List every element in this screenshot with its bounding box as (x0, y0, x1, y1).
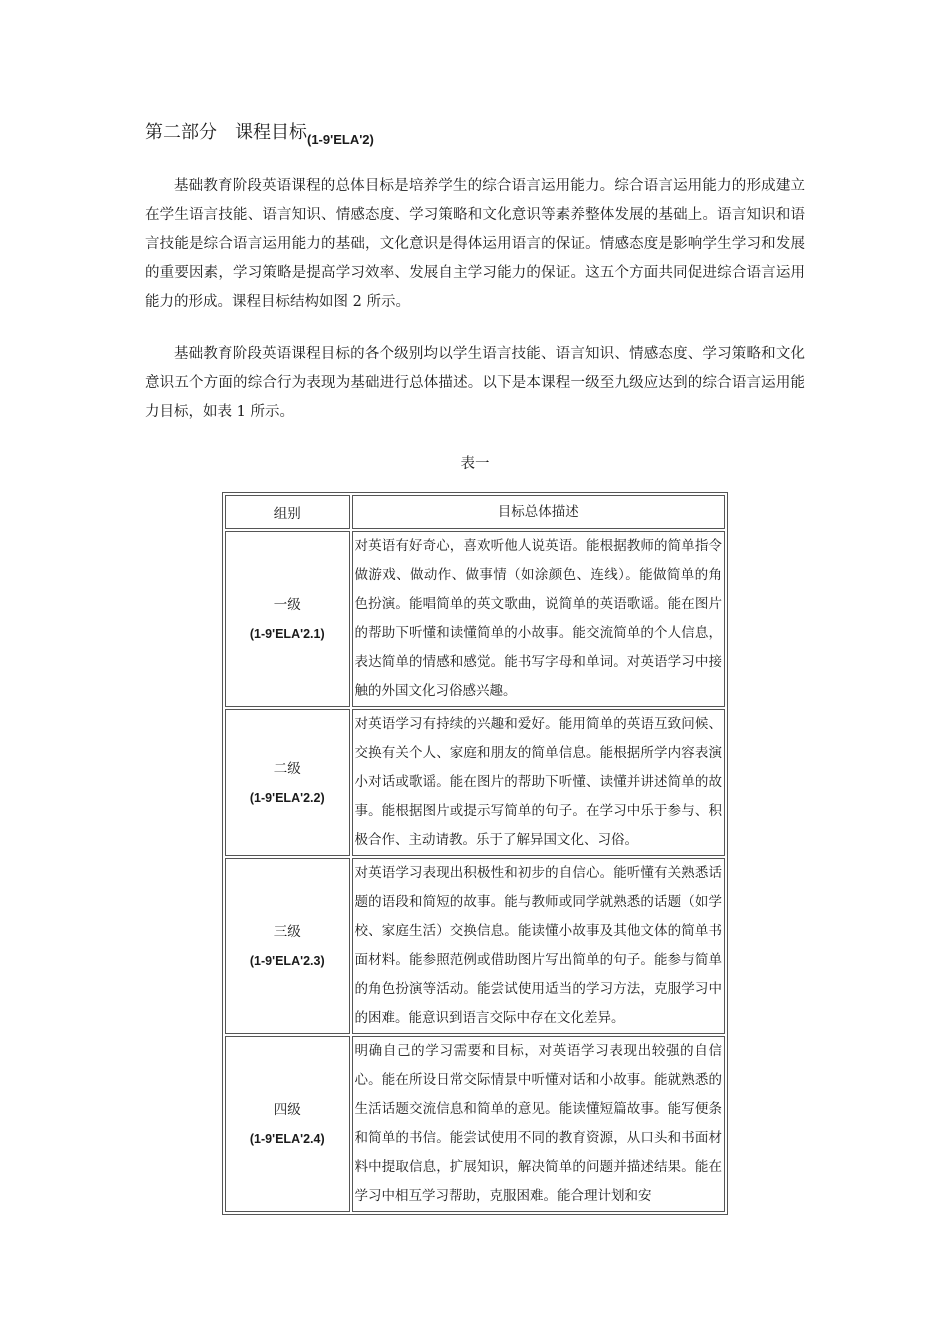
description-cell: 对英语学习有持续的兴趣和爱好。能用简单的英语互致问候、交换有关个人、家庭和朋友的简单信息。能根据所学内容表演小对话或歌谣。能在图片的帮助下听懂、读懂并讲述简单的故事。能根据图片或提示写简单的句子。在学习中乐于参与、积极合作、主动请教。乐于了解异国文化、习俗。 (352, 709, 726, 856)
group-cell (225, 531, 350, 707)
intro-paragraph: 基础教育阶段英语课程的总体目标是培养学生的综合语言运用能力。综合语言运用能力的形成建立在学生语言技能、语言知识、情感态度、学习策略和文化意识等素养整体发展的基础上。语言知识和语言技能是综合语言运用能力的基础，文化意识是得体运用语言的保证。情感态度是影响学生学习和发展的重要因素，学习策略是提高学习效率、发展自主学习能力的保证。这五个方面共同促进综合语言运用能力的形成。课程目标结构如图 2 所示。 (145, 178, 805, 310)
group-level: 三级 (273, 924, 301, 940)
section-code: (1-9'ELA'2) (307, 132, 374, 147)
table-row (225, 709, 725, 856)
table-caption: 表一 (460, 456, 490, 472)
header-description: 目标总体描述 (352, 495, 726, 529)
group-code: (1-9'ELA'2.2) (249, 790, 325, 805)
group-cell (225, 858, 350, 1034)
description-cell: 对英语有好奇心，喜欢听他人说英语。能根据教师的简单指令做游戏、做动作、做事情（如涂颜色、连线）。能做简单的角色扮演。能唱简单的英文歌曲，说简单的英语歌谣。能在图片的帮助下听懂和读懂简单的小故事。能交流简单的个人信息，表达简单的情感和感觉。能书写字母和单词。对英语学习中接触的外国文化习俗感兴趣。 (352, 531, 726, 707)
table-row (225, 531, 725, 707)
group-code: (1-9'ELA'2.4) (249, 1132, 325, 1146)
section-heading (145, 118, 374, 147)
header-group: 组别 (225, 495, 350, 529)
group-code: (1-9'ELA'2.1) (249, 627, 325, 641)
group-level: 一级 (273, 597, 301, 613)
goals-table-wrapper (222, 492, 728, 1215)
goals-table (222, 492, 728, 1215)
description-text: 明确自己的学习需要和目标，对英语学习表现出较强的自信心。能在所设日常交际情景中听懂对话和小故事。能就熟悉的生活话题交流信息和简单的意见。能读懂短篇故事。能写便条和简单的书信。能尝试使用不同的教育资源，从口头和书面材料中提取信息，扩展知识，解决简单的问题并描述结果。能在学习中相互学习帮助，克服困难。能合理计划和安 (354, 1043, 722, 1204)
group-level: 二级 (273, 760, 301, 777)
group-level: 四级 (273, 1102, 301, 1118)
description-cell (352, 1036, 726, 1212)
table-row (225, 1036, 725, 1212)
group-cell (225, 709, 350, 856)
table-row (225, 858, 725, 1034)
description-cell: 对英语学习表现出积极性和初步的自信心。能听懂有关熟悉话题的语段和简短的故事。能与教师或同学就熟悉的话题（如学校、家庭生活）交换信息。能读懂小故事及其他文体的简单书面材料。能参照范例或借助图片写出简单的句子。能参与简单的角色扮演等活动。能尝试使用适当的学习方法，克服学习中的困难。能意识到语言交际中存在文化差异。 (352, 858, 726, 1034)
group-cell (225, 1036, 350, 1212)
group-code: (1-9'ELA'2.3) (249, 954, 325, 968)
levels-paragraph: 基础教育阶段英语课程目标的各个级别均以学生语言技能、语言知识、情感态度、学习策略和文化意识五个方面的综合行为表现为基础进行总体描述。以下是本课程一级至九级应达到的综合语言运用能力目标，如表 1 所示。 (145, 346, 805, 420)
table-header-row (225, 495, 725, 529)
section-title: 第二部分 课程目标 (145, 122, 307, 143)
